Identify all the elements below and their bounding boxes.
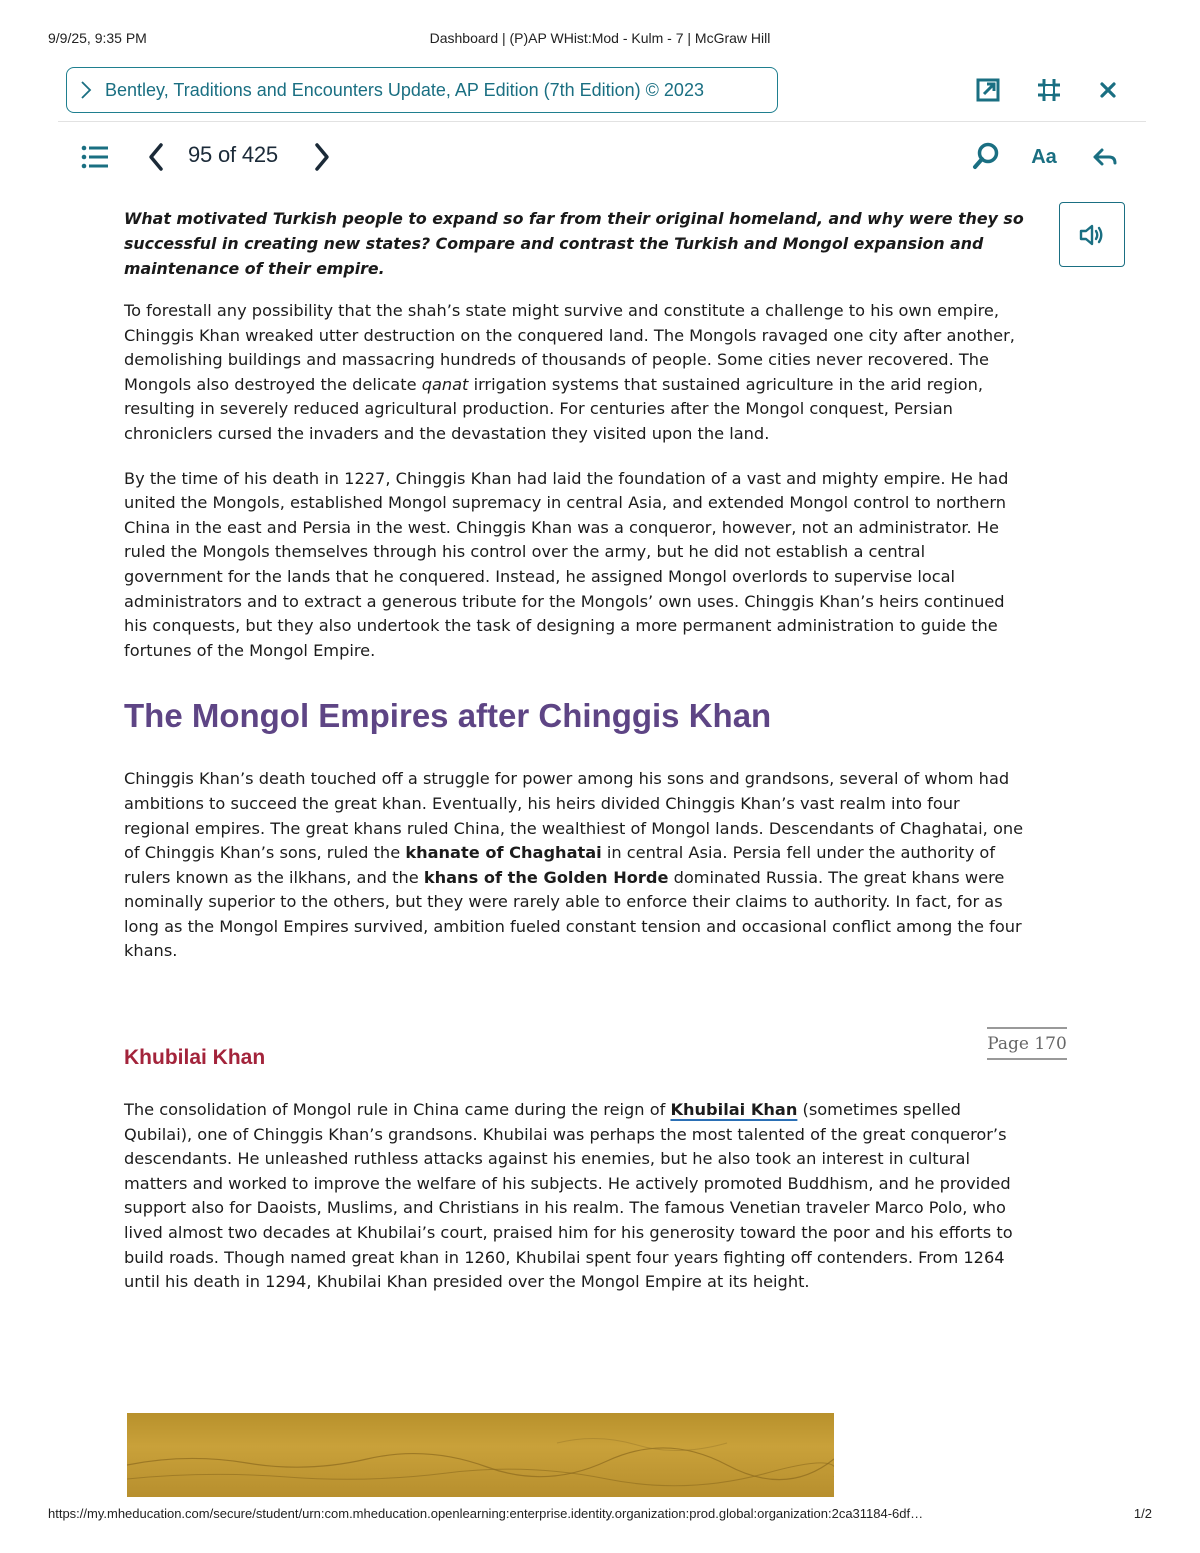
paragraph-text: dominated Russia. The great khans were nominally superior to the others, but they were rarely able to enforce their claims to authority. In fact, for as long as the Mongol Empires survived, ambition fueled constant tension and occasional conflict among the four khans.	[124, 867, 1022, 961]
print-header	[0, 30, 1200, 50]
table-of-contents-button[interactable]	[78, 140, 112, 174]
book-title: Bentley, Traditions and Encounters Update, AP Edition (7th Edition) © 2023	[105, 79, 704, 100]
text-size-button[interactable]: Aa	[1031, 145, 1057, 168]
close-icon	[1098, 80, 1118, 100]
header-divider	[58, 121, 1146, 122]
paragraph-2: By the time of his death in 1227, Chinggis Khan had laid the foundation of a vast and mighty empire. He had united the Mongols, established Mongol supremacy in central Asia, and extended Mongol control to northern China in the east and Persia in the west. Chinggis Khan was a conqueror, however, not an administrator. He ruled the Mongols themselves through his control over the army, but he did not establish a central government for the lands that he conquered. Instead, he assigned Mongol overlords to supervise local administrators and to extract a generous tribute for the Mongols’ own uses. Chinggis Khan’s heirs continued his conquests, but they also undertook the task of designing a more permanent administration to guide the fortunes of the Mongol Empire.	[124, 468, 1009, 660]
paragraph-text: The consolidation of Mongol rule in China came during the reign of	[124, 1100, 671, 1120]
return-button[interactable]	[1088, 140, 1122, 174]
page-indicator: 95 of 425	[188, 142, 278, 167]
book-title-breadcrumb[interactable]	[66, 67, 778, 113]
paragraph-text: (sometimes spelled Qubilai), one of Chinggis Khan’s grandsons. Khubilai was perhaps the most talented of the great conqueror’s descendants. He unleashed ruthless attacks against his enemies, but he also took an interest in cultural matters and worked to improve the welfare of his subjects. He actively promoted Buddhism, and he provided support also for Daoists, Muslims, and Christians in his realm. The famous Venetian traveler Marco Polo, who lived almost two decades at Khubilai’s court, praised him for his generosity toward the poor and his efforts to build roads. Though named great khan in 1260, Khubilai spent four years fighting off contenders. From 1264 until his death in 1294, Khubilai Khan presided over the Mongol Empire at its height.	[124, 1100, 1013, 1292]
table-of-contents-icon	[80, 144, 110, 170]
chevron-right-icon	[77, 78, 95, 102]
subsection-heading: Khubilai Khan	[124, 1046, 266, 1070]
paragraph-4	[124, 1098, 1024, 1295]
fullscreen-button[interactable]	[1032, 73, 1066, 107]
section-heading: The Mongol Empires after Chinggis Khan	[124, 697, 772, 735]
fullscreen-icon	[1035, 76, 1063, 104]
search-icon	[971, 141, 1001, 171]
page-break-spacer	[124, 984, 1024, 1046]
paragraph-text: irrigation systems that sustained agriculture in the arid region, resulting in severely reduced agricultural production. For centuries after the Mongol conquest, Persian chroniclers cursed the invaders and the devastation they visited upon the land.	[124, 374, 984, 443]
read-aloud-button[interactable]	[1059, 202, 1125, 267]
print-page-count: 1/2	[1133, 1506, 1152, 1521]
paragraph-text: in central Asia. Persia fell under the authority of rulers known as the ilkhans, and the	[124, 843, 996, 887]
reading-content	[124, 206, 1024, 1315]
print-datetime: 9/9/25, 9:35 PM	[48, 30, 147, 46]
scroll-painting-image	[127, 1413, 834, 1497]
search-button[interactable]	[969, 139, 1003, 173]
paragraph-1	[124, 299, 1024, 447]
painting-texture	[127, 1413, 834, 1497]
chevron-left-icon	[146, 142, 166, 172]
print-page-title: Dashboard | (P)AP WHist:Mod - Kulm - 7 | McGraw Hill	[429, 30, 771, 46]
close-button[interactable]	[1091, 73, 1125, 107]
previous-page-button[interactable]	[139, 140, 173, 174]
key-term-golden-horde: khans of the Golden Horde	[423, 867, 669, 887]
term-qanat: qanat	[421, 374, 469, 394]
speaker-icon	[1079, 223, 1105, 247]
key-term-chaghatai: khanate of Chaghatai	[405, 843, 602, 863]
glossary-link-khubilai-khan[interactable]: Khubilai Khan	[670, 1100, 798, 1120]
paragraph-text: Chinggis Khan’s death touched off a struggle for power among his sons and grandsons, several of whom had ambitions to succeed the great khan. Eventually, his heirs divided Chinggis Khan’s vast realm into four regional empires. The great khans ruled China, the wealthiest of Mongol lands. Descendants of Chaghatai, one of Chinggis Khan’s sons, ruled the	[124, 769, 1024, 863]
print-footer	[0, 1506, 1200, 1526]
print-page-marker: Page 170	[987, 1027, 1067, 1060]
print-url: https://my.mheducation.com/secure/student/urn:com.mheducation.openlearning:enterprise.identity.organization:prod.global:organization:2ca31184-6df…	[48, 1506, 924, 1521]
paragraph-3	[124, 767, 1024, 964]
guiding-question: What motivated Turkish people to expand so far from their original homeland, and why were they so successful in creating new states? Compare and contrast the Turkish and Mongol expansion and maintenance of their empire.	[124, 209, 1024, 278]
open-external-icon	[974, 76, 1002, 104]
paragraph-text: To forestall any possibility that the shah’s state might survive and constitute a challenge to his own empire, Chinggis Khan wreaked utter destruction on the conquered land. The Mongols ravaged one city after another, demolishing buildings and massacring hundreds of thousands of people. Some cities never recovered. The Mongols also destroyed the delicate	[124, 301, 1015, 394]
open-external-button[interactable]	[971, 73, 1005, 107]
return-arrow-icon	[1092, 146, 1118, 168]
next-page-button[interactable]	[305, 140, 339, 174]
chevron-right-icon	[312, 142, 332, 172]
